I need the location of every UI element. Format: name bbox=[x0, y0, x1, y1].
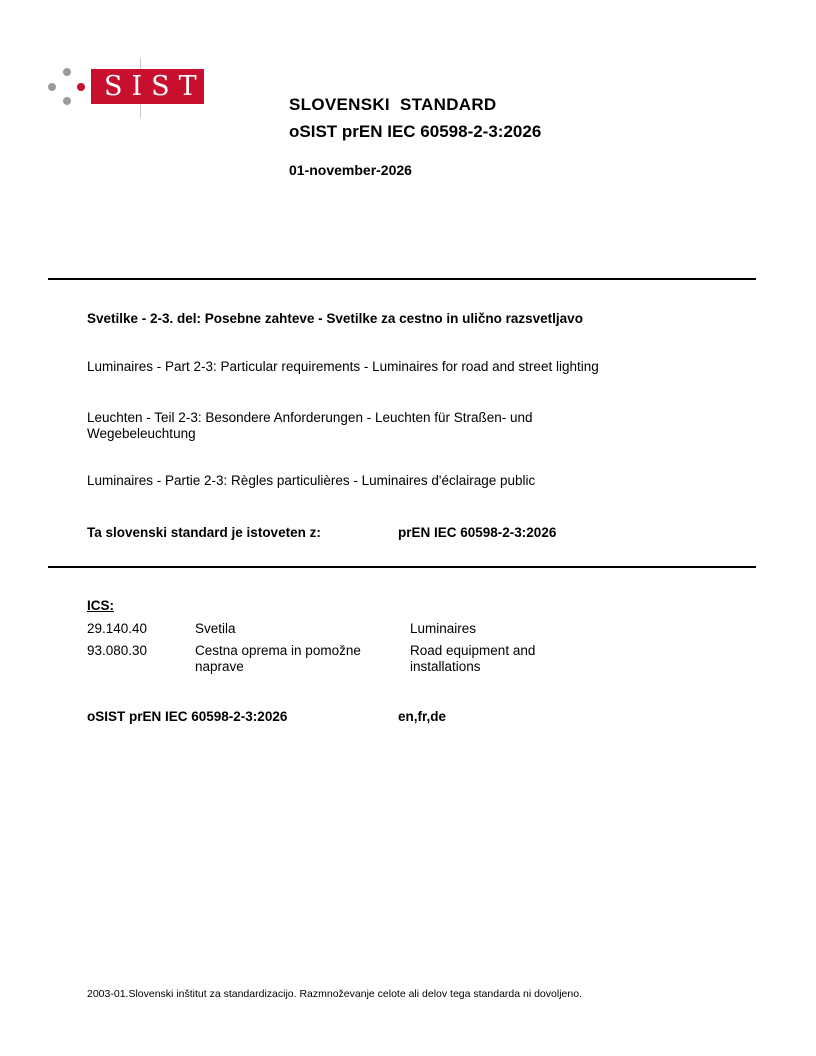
ics-slovenian-term-cont: naprave bbox=[195, 659, 244, 674]
ics-english-term: Road equipment and bbox=[410, 643, 536, 658]
title-slovenian: Svetilke - 2-3. del: Posebne zahteve - Svetilke za cestno in ulično razsvetljavo bbox=[87, 311, 583, 326]
identity-value: prEN IEC 60598-2-3:2026 bbox=[398, 525, 557, 540]
ics-english-term: Luminaires bbox=[410, 621, 477, 636]
document-code: oSIST prEN IEC 60598-2-3:2026 bbox=[87, 709, 288, 724]
standard-date: 01-november-2026 bbox=[289, 162, 412, 178]
standard-code: oSIST prEN IEC 60598-2-3:2026 bbox=[289, 122, 542, 141]
title-english: Luminaires - Part 2-3: Particular requirements - Luminaires for road and street lighting bbox=[87, 359, 599, 374]
standard-label: SLOVENSKI STANDARD bbox=[289, 95, 497, 114]
title-german-line2: Wegebeleuchtung bbox=[87, 426, 196, 441]
ics-slovenian-term: Cestna oprema in pomožne bbox=[195, 643, 361, 658]
title-german-line1: Leuchten - Teil 2-3: Besondere Anforderungen - Leuchten für Straßen- und bbox=[87, 410, 533, 425]
divider-top bbox=[48, 278, 756, 280]
sist-logo: SIST bbox=[91, 69, 204, 104]
ics-heading: ICS: bbox=[87, 598, 114, 613]
copyright-footer: 2003-01.Slovenski inštitut za standardizacijo. Razmnoževanje celote ali delov tega standarda ni dovoljeno. bbox=[87, 988, 582, 1000]
ics-code: 29.140.40 bbox=[87, 621, 148, 636]
ics-code: 93.080.30 bbox=[87, 643, 148, 658]
title-french: Luminaires - Partie 2-3: Règles particulières - Luminaires d'éclairage public bbox=[87, 473, 536, 488]
identity-label: Ta slovenski standard je istoveten z: bbox=[87, 525, 321, 540]
ics-slovenian-term: Svetila bbox=[195, 621, 236, 636]
logo-dots-icon bbox=[46, 66, 86, 106]
document-languages: en,fr,de bbox=[398, 709, 447, 724]
ics-english-term-cont: installations bbox=[410, 659, 481, 674]
divider-bottom bbox=[48, 566, 756, 568]
